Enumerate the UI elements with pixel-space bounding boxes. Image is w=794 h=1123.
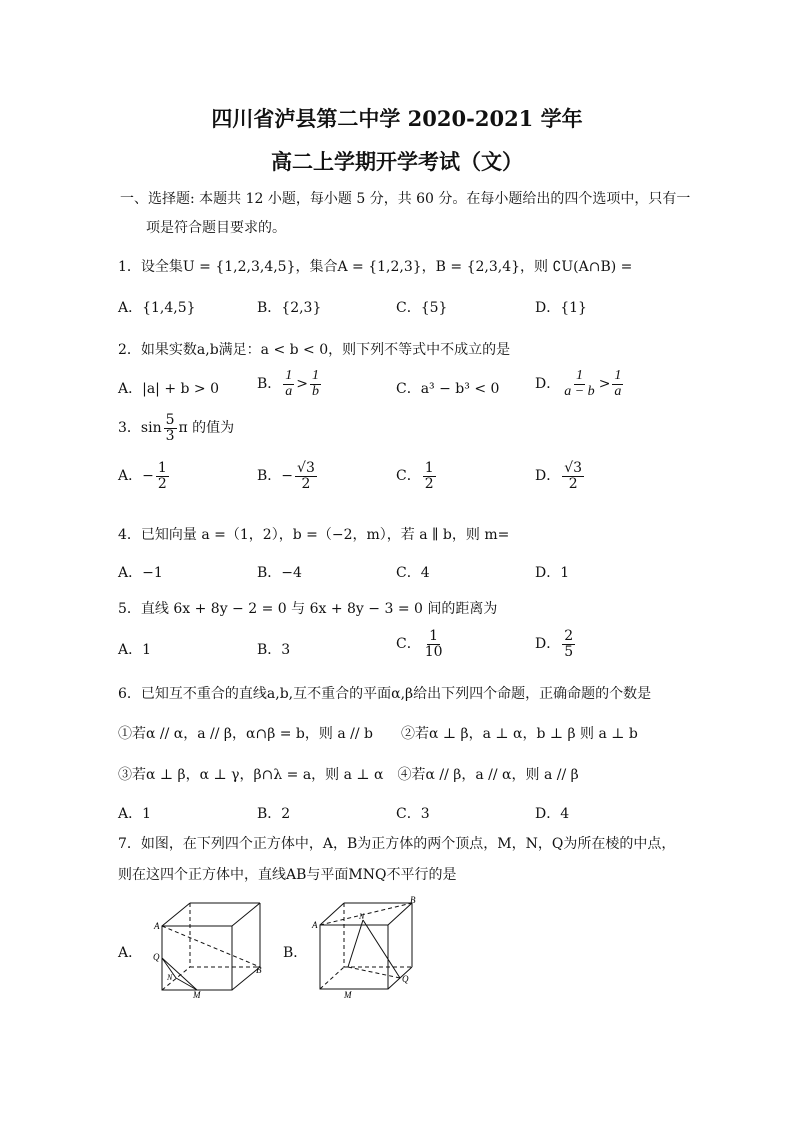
q6-option-c: C．3 bbox=[396, 806, 430, 822]
q4-option-d: D．1 bbox=[535, 565, 570, 581]
q6-stem: 6．已知互不重合的直线a,b,互不重合的平面α,β给出下列四个命题，正确命题的个数是 bbox=[118, 686, 652, 702]
q3-b-label: B．− bbox=[257, 468, 294, 485]
q3-stem-num: 5 bbox=[165, 412, 175, 428]
q1-option-a: A．{1,4,5} bbox=[118, 300, 196, 316]
q2-d-den1: a − b bbox=[564, 383, 595, 399]
q1-option-b: B．{2,3} bbox=[257, 300, 322, 316]
q7-cube-figure-a bbox=[150, 898, 275, 998]
q3-stem-post: π 的值为 bbox=[178, 420, 235, 437]
q2-option-d-label: D． bbox=[535, 376, 561, 393]
q3-option-a bbox=[118, 461, 171, 491]
q2-option-d bbox=[535, 369, 625, 399]
q3-a-frac bbox=[156, 461, 169, 491]
q3-stem-pre: 3．sin bbox=[118, 420, 162, 437]
exam-title-line2: 高二上学期开学考试（文） bbox=[271, 149, 523, 174]
q5-option-a: A．1 bbox=[118, 642, 152, 658]
q4-option-a: A．−1 bbox=[118, 565, 163, 581]
q5-c-den: 10 bbox=[424, 643, 443, 660]
q4-option-b: B．−4 bbox=[257, 565, 302, 581]
q6-option-a: A．1 bbox=[118, 806, 152, 822]
fig-b-point-n: N bbox=[359, 912, 365, 921]
q3-d-den: 2 bbox=[568, 475, 578, 492]
q3-a-label: A．− bbox=[118, 468, 154, 485]
fig-b-point-q: Q bbox=[402, 974, 409, 984]
section-instructions-line1: 一、选择题: 本题共 12 小题，每小题 5 分，共 60 分。在每小题给出的四个选项中，只有一 bbox=[120, 191, 691, 207]
q5-d-num: 2 bbox=[564, 628, 574, 644]
q5-option-c bbox=[396, 629, 447, 659]
q5-d-frac bbox=[562, 629, 575, 659]
q2-d-frac1 bbox=[562, 369, 596, 399]
fig-b-point-m: M bbox=[344, 990, 352, 1000]
q7-figure-a-label: A． bbox=[118, 945, 143, 961]
q2-d-num1: 1 bbox=[575, 368, 583, 383]
fig-a-point-m: M bbox=[193, 990, 201, 998]
q2-option-b bbox=[257, 369, 323, 399]
q6-option-d: D．4 bbox=[535, 806, 570, 822]
q2-option-a: A．|a| + b > 0 bbox=[118, 381, 220, 397]
q2-d-op: > bbox=[598, 376, 611, 393]
q2-d-den2: a bbox=[614, 383, 622, 399]
q2-d-frac2 bbox=[612, 369, 623, 399]
q5-option-b: B．3 bbox=[257, 642, 291, 658]
q6-propositions-3-4: ③若α ⊥ β，α ⊥ γ，β∩λ = a，则 a ⊥ α ④若α // β，a // α，则 a // β bbox=[118, 767, 579, 783]
q3-stem bbox=[118, 413, 234, 443]
q3-d-frac bbox=[562, 461, 584, 491]
q6-option-b: B．2 bbox=[257, 806, 291, 822]
q3-a-num: 1 bbox=[157, 460, 167, 476]
q1-option-c: C．{5} bbox=[396, 300, 448, 316]
q3-d-num: √3 bbox=[564, 460, 583, 476]
fig-a-point-q: Q bbox=[153, 952, 160, 962]
section-instructions-line2: 项是符合题目要求的。 bbox=[146, 220, 286, 236]
q7-stem-line1: 7．如图，在下列四个正方体中，A，B为正方体的两个顶点，M，N，Q为所在棱的中点， bbox=[118, 836, 676, 852]
q3-c-frac bbox=[423, 461, 436, 491]
q2-d-num2: 1 bbox=[614, 368, 622, 383]
q2-stem: 2．如果实数a,b满足：a < b < 0，则下列不等式中不成立的是 bbox=[118, 342, 511, 358]
q3-c-den: 2 bbox=[424, 475, 434, 492]
q3-b-frac bbox=[295, 461, 317, 491]
q2-option-c: C．a³ − b³ < 0 bbox=[396, 381, 500, 397]
q1-stem: 1．设全集U = {1,2,3,4,5}，集合A = {1,2,3}，B = {2,3,4}，则 ∁U(A∩B) = bbox=[118, 259, 633, 275]
q2-b-num2: 1 bbox=[312, 368, 320, 383]
q5-c-frac bbox=[423, 629, 445, 659]
q5-c-num: 1 bbox=[429, 628, 439, 644]
fig-a-point-n: N bbox=[167, 973, 173, 982]
q3-c-label: C． bbox=[396, 468, 421, 485]
exam-title-line1: 四川省泸县第二中学 2020-2021 学年 bbox=[211, 106, 583, 131]
q7-cube-figure-b bbox=[308, 895, 423, 1000]
fig-b-point-b: B bbox=[410, 895, 416, 905]
q2-b-den1: a bbox=[285, 383, 293, 399]
q2-b-frac1 bbox=[283, 369, 294, 399]
q4-option-c: C．4 bbox=[396, 565, 430, 581]
q1-option-d: D．{1} bbox=[535, 300, 587, 316]
q3-b-den: 2 bbox=[301, 475, 311, 492]
q3-c-num: 1 bbox=[424, 460, 434, 476]
q2-b-op: > bbox=[296, 376, 309, 393]
q3-b-num: √3 bbox=[297, 460, 315, 476]
q3-option-d bbox=[535, 461, 586, 491]
q5-option-d bbox=[535, 629, 577, 659]
q7-figure-b-label: B． bbox=[283, 945, 308, 961]
q3-option-b bbox=[257, 461, 319, 491]
q3-stem-frac bbox=[164, 413, 177, 443]
fig-b-point-a: A bbox=[312, 920, 318, 930]
q4-stem: 4．已知向量 a =（1，2），b =（−2，m），若 a ∥ b，则 m= bbox=[118, 527, 510, 543]
fig-a-point-b: B bbox=[256, 965, 262, 975]
q5-c-label: C． bbox=[396, 636, 421, 653]
q5-d-den: 5 bbox=[564, 643, 574, 660]
q6-propositions-1-2: ①若α // α，a // β，α∩β = b，则 a // b ②若α ⊥ β，a ⊥ α，b ⊥ β 则 a ⊥ b bbox=[118, 726, 638, 742]
q3-a-den: 2 bbox=[157, 475, 167, 492]
q2-b-frac2 bbox=[310, 369, 321, 399]
q3-option-c bbox=[396, 461, 438, 491]
q5-d-label: D． bbox=[535, 636, 561, 653]
q2-b-num1: 1 bbox=[285, 368, 293, 383]
q7-stem-line2: 则在这四个正方体中，直线AB与平面MNQ不平行的是 bbox=[118, 867, 457, 883]
q5-stem: 5．直线 6x + 8y − 2 = 0 与 6x + 8y − 3 = 0 间的距离为 bbox=[118, 601, 498, 617]
fig-a-point-a: A bbox=[154, 921, 160, 931]
q2-option-b-label: B． bbox=[257, 376, 282, 393]
q3-d-label: D． bbox=[535, 468, 561, 485]
q3-stem-den: 3 bbox=[165, 427, 175, 444]
q2-b-den2: b bbox=[312, 383, 320, 399]
